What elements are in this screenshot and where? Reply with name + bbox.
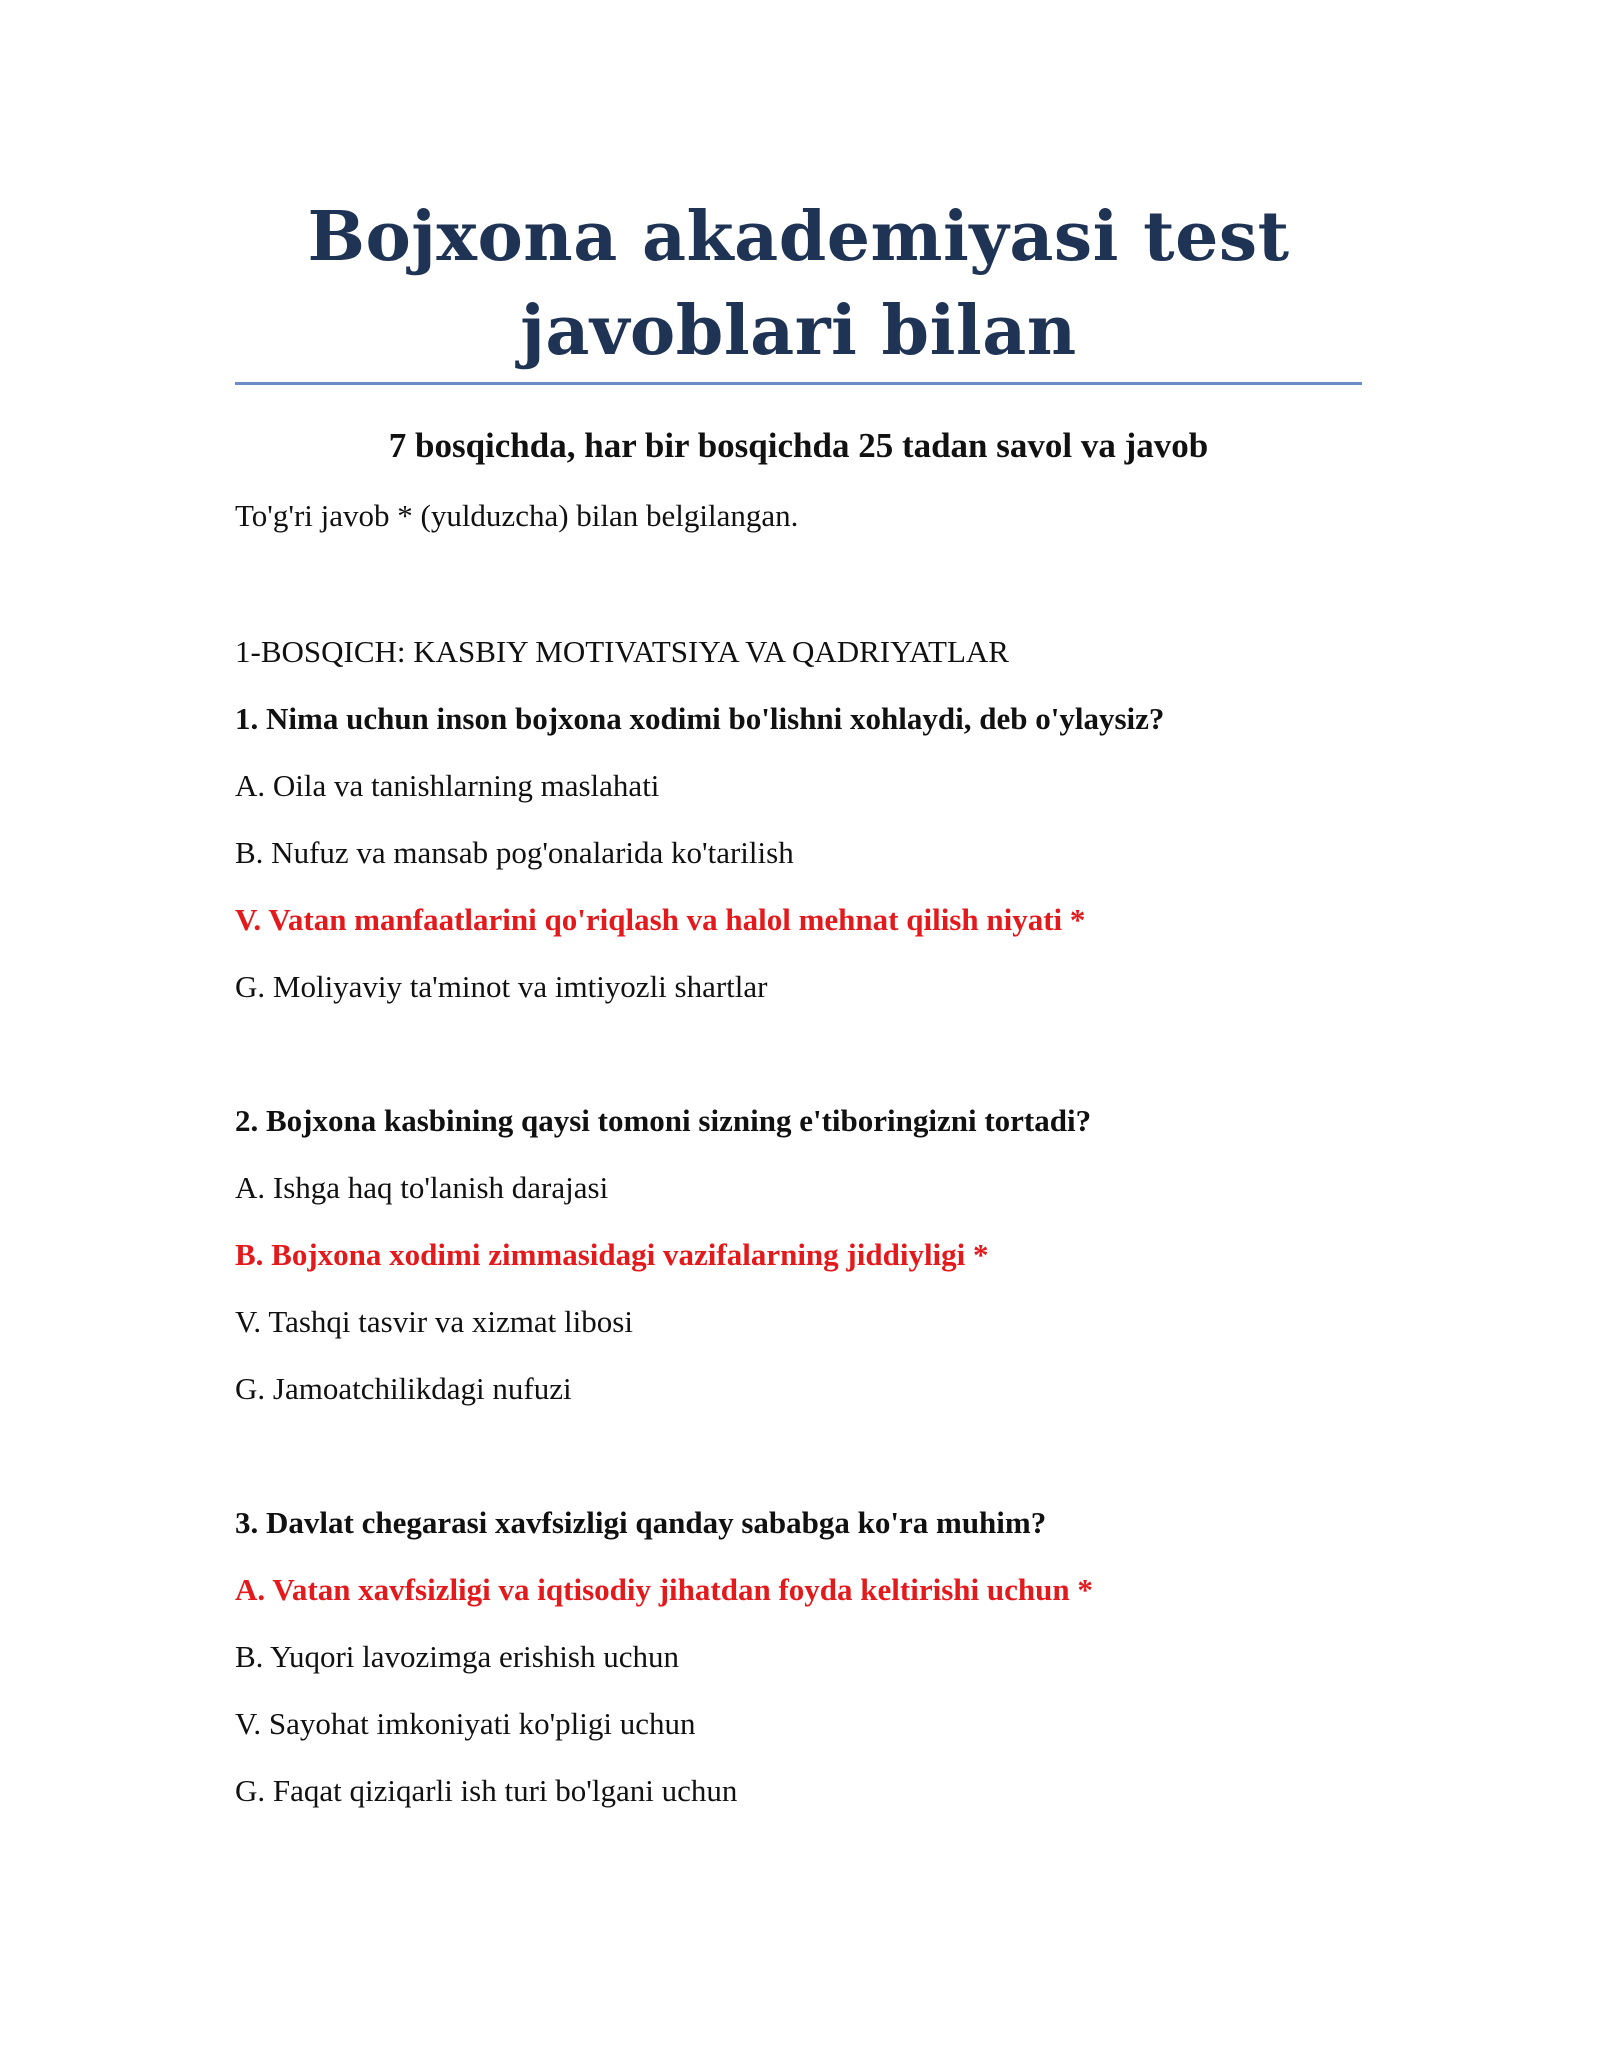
question-text: 1. Nima uchun inson bojxona xodimi bo'lishni xohlaydi, deb o'ylaysiz? xyxy=(235,701,1165,736)
correct-answer-option: A. Vatan xavfsizligi va iqtisodiy jihatdan foyda keltirishi uchun * xyxy=(235,1572,1093,1607)
answer-option: V. Sayohat imkoniyati ko'pligi uchun xyxy=(235,1706,696,1741)
question-block xyxy=(235,697,1435,1032)
correct-answer-option: V. Vatan manfaatlarini qo'riqlash va halol mehnat qilish niyati * xyxy=(235,902,1086,937)
question-block xyxy=(235,1099,1435,1434)
document-title xyxy=(235,190,1362,378)
answer-option: G. Faqat qiziqarli ish turi bo'lgani uchun xyxy=(235,1773,738,1808)
answer-option: G. Moliyaviy ta'minot va imtiyozli shartlar xyxy=(235,969,768,1004)
title-line-1: Bojxona akademiyasi test xyxy=(307,197,1290,277)
answer-option: A. Ishga haq to'lanish darajasi xyxy=(235,1170,609,1205)
section-heading: 1-BOSQICH: KASBIY MOTIVATSIYA VA QADRIYATLAR xyxy=(235,634,1009,669)
answer-option: G. Jamoatchilikdagi nufuzi xyxy=(235,1371,572,1406)
question-list xyxy=(235,697,1435,1903)
answer-option: A. Oila va tanishlarning maslahati xyxy=(235,768,660,803)
answer-option: B. Yuqori lavozimga erishish uchun xyxy=(235,1639,679,1674)
answer-option: B. Nufuz va mansab pog'onalarida ko'tarilish xyxy=(235,835,794,870)
title-underline xyxy=(235,382,1362,385)
title-line-2: javoblari bilan xyxy=(520,291,1077,371)
correct-answer-option: B. Bojxona xodimi zimmasidagi vazifalarning jiddiyligi * xyxy=(235,1237,989,1272)
question-text: 2. Bojxona kasbining qaysi tomoni sizning e'tiboringizni tortadi? xyxy=(235,1103,1092,1138)
document-subtitle: 7 bosqichda, har bir bosqichda 25 tadan savol va javob xyxy=(388,426,1209,465)
question-text: 3. Davlat chegarasi xavfsizligi qanday sababga ko'ra muhim? xyxy=(235,1505,1047,1540)
question-block xyxy=(235,1501,1435,1836)
answer-key-note: To'g'ri javob * (yulduzcha) bilan belgilangan. xyxy=(235,498,799,533)
answer-option: V. Tashqi tasvir va xizmat libosi xyxy=(235,1304,633,1339)
